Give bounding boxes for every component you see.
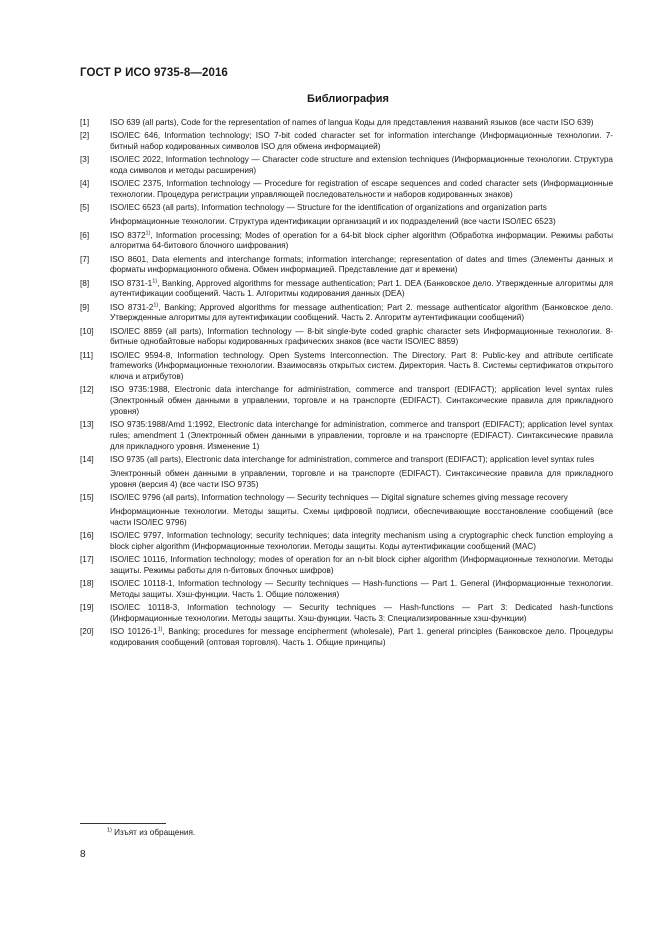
bibliography-entry <box>80 203 613 228</box>
entry-body <box>110 231 613 252</box>
entry-text: ISO/IEC 2375, Information technology — Procedure for registration of escape sequences and coded character sets (Информационные технологии. Процедура регистрации управляющей последовательности и наборов кодированных знаков) <box>110 179 613 199</box>
bibliography-entry <box>80 603 613 624</box>
entry-number: [20] <box>80 626 94 636</box>
entry-number: [5] <box>80 203 90 213</box>
bibliography-entry <box>80 627 613 648</box>
entry-body <box>110 627 613 648</box>
section-title: Библиография <box>307 93 389 105</box>
entry-number: [16] <box>80 530 94 540</box>
entry-paragraph <box>110 507 613 528</box>
entry-number: [6] <box>80 230 90 240</box>
entry-paragraph <box>110 179 613 200</box>
entry-number: [17] <box>80 554 94 564</box>
entry-text: ISO 8372 <box>110 230 146 240</box>
entry-paragraph <box>110 131 613 152</box>
entry-number: [4] <box>80 179 90 189</box>
bibliography-entry <box>80 303 613 324</box>
entry-body <box>110 420 613 452</box>
bibliography-entry <box>80 179 613 200</box>
bibliography-entry <box>80 455 613 491</box>
entry-body <box>110 603 613 624</box>
bibliography-entry <box>80 231 613 252</box>
entry-number: [15] <box>80 492 94 502</box>
entry-text: , Information processing; Modes of operation for a 64-bit block cipher algorithm (Обработка информации. Режимы работы алгоритма 64-битового блочного шифрования) <box>110 230 614 251</box>
footnote-reference: 1) <box>145 229 151 236</box>
entry-paragraph <box>110 279 613 300</box>
entry-text: ISO/IEC 646, Information technology; ISO 7-bit coded character set for information interchange (Информационные технологии. 7-битный набор кодированных символов ISO для обмена информацией) <box>110 131 613 151</box>
footnote <box>107 828 195 837</box>
bibliography-entry <box>80 579 613 600</box>
entry-text: Информационные технологии. Методы защиты. Схемы цифровой подписи, обеспечивающие восстановление сообщений (все части ISO/IEC 9796) <box>110 506 613 527</box>
entry-paragraph <box>110 420 613 452</box>
page-header: ГОСТ Р ИСО 9735-8—2016 <box>80 67 228 79</box>
bibliography-entry <box>80 493 613 529</box>
bibliography-entry <box>80 118 613 129</box>
entry-number: [12] <box>80 385 94 395</box>
entry-number: [11] <box>80 350 94 360</box>
entry-paragraph <box>110 351 613 383</box>
entry-text: ISO 9735:1988/Amd 1:1992, Electronic data interchange for administration, commerce and transport (EDIFACT); application level syntax rules; amendment 1 (Электронный обмен данными в управлении, торговле и на транспорте (EDIFACT). Синтаксические правила для прикладного уровня. Изменение 1) <box>110 420 613 451</box>
entry-body <box>110 203 613 228</box>
entry-text: ISO/IEC 9594-8, Information technology. Open Systems Interconnection. The Directory. Part 8: Public-key and attribute certificate frameworks (Информационные технологии. Взаимосвязь открытых систем. Директория. Часть 8. Системы сертификатов открытого ключа и атрибутов) <box>110 350 613 382</box>
entry-paragraph <box>110 203 613 214</box>
entry-number: [8] <box>80 278 90 288</box>
entry-number: [10] <box>80 326 94 336</box>
entry-text: , Banking; Approved algorithms for message authentication; Part 2. message authenticator algorithm (Банковское дело. Утвержденные алгоритмы для аутентификации сообщений. Часть 2. Алгоритм аутентификации сообщений) <box>110 302 613 323</box>
entry-paragraph <box>110 493 613 504</box>
footnote-text: Изъят из обращения. <box>111 828 196 837</box>
entry-text: ISO/IEC 10118-1, Information technology — Security techniques — Hash-functions — Part 1. General (Информационные технологии. Методы защиты. Хэш-функции. Часть 1. Общие положения) <box>110 578 613 599</box>
entry-text: ISO/IEC 10116, Information technology; modes of operation for an n-bit block cipher algorithm (Информационные технологии. Методы защиты. Режимы работы для n-битовых блочных шифров) <box>110 554 613 575</box>
entry-body <box>110 385 613 417</box>
entry-body <box>110 327 613 348</box>
entry-body <box>110 279 613 300</box>
entry-body <box>110 155 613 176</box>
footnote-mark: 1) <box>107 827 112 834</box>
entry-body <box>110 555 613 576</box>
entry-text: Электронный обмен данными в управлении, торговле и на транспорте (EDIFACT). Синтаксические правила для прикладного уровня (версия 4) (все части ISO 9735) <box>110 468 613 489</box>
entry-number: [2] <box>80 131 90 141</box>
bibliography-entry <box>80 385 613 417</box>
entry-number: [3] <box>80 155 90 165</box>
entry-text: ISO 10126-1 <box>110 626 158 636</box>
entry-paragraph <box>110 327 613 348</box>
entry-paragraph <box>110 231 613 252</box>
entry-number: [13] <box>80 420 94 430</box>
bibliography-entry <box>80 327 613 348</box>
bibliography-entry <box>80 255 613 276</box>
entry-text: ISO/IEC 10118-3, Information technology — Security techniques — Hash-functions — Part 3: Dedicated hash-functions (Информационные технологии. Методы защиты. Хэш-функции. Часть 3: Специализированные хэш-функции) <box>110 602 613 623</box>
entry-paragraph <box>110 217 613 228</box>
entry-text: ISO 8731-1 <box>110 278 153 288</box>
entry-text: ISO 639 (all parts), Code for the representation of names of langua Коды для представления названий языков (все части ISO 639) <box>110 118 594 127</box>
entry-text: ISO 9735:1988, Electronic data interchange for administration, commerce and transport (EDIFACT); application level syntax rules (Электронный обмен данными в управлении, торговле и на транспорте (EDIFACT). Синтаксические правила для прикладного уровня) <box>110 385 613 416</box>
entry-text: , Banking, Approved algorithms for message authentication; Part 1. DEA (Банковское дело. Утвержденные алгоритмы для аутентификации сообщений. Часть 1. Алгоритмы кодирования данных (DEA) <box>110 278 613 299</box>
entry-body <box>110 579 613 600</box>
bibliography-entry <box>80 531 613 552</box>
entry-paragraph <box>110 118 613 129</box>
entry-body <box>110 493 613 529</box>
entry-text: ISO 8601, Data elements and interchange formats; information interchange; representation of dates and times (Элементы данных и форматы информационного обмена. Обмен информацией. Представление дат и времени) <box>110 254 613 275</box>
bibliography-entry <box>80 279 613 300</box>
entry-paragraph <box>110 155 613 176</box>
entry-body <box>110 118 613 129</box>
entry-body <box>110 531 613 552</box>
page-number: 8 <box>80 849 86 860</box>
entry-paragraph <box>110 555 613 576</box>
entry-text: ISO/IEC 9797, Information technology; security techniques; data integrity mechanism using a cryptographic check function employing a block cipher algorithm (Информационные технологии. Методы защиты. Коды аутентификации сообщений (MAC) <box>110 530 613 551</box>
entry-number: [18] <box>80 578 94 588</box>
bibliography-entry <box>80 131 613 152</box>
entry-body <box>110 131 613 152</box>
entry-paragraph <box>110 469 613 490</box>
entry-text: Информационные технологии. Структура идентификации организаций и их подразделений (все части ISO/IEC 6523) <box>110 217 556 227</box>
footnote-reference: 1) <box>152 277 158 284</box>
entry-text: ISO 9735 (all parts), Electronic data interchange for administration, commerce and transport (EDIFACT); application level syntax rules <box>110 454 595 464</box>
entry-number: [19] <box>80 602 94 612</box>
entry-body <box>110 255 613 276</box>
entry-text: ISO/IEC 9796 (all parts), Information technology — Security techniques — Digital signature schemes giving message recovery <box>110 492 568 502</box>
entry-text: , Banking; procedures for message encipherment (wholesale), Part 1. general principles (Банковское дело. Процедуры кодирования сообщений (оптовая торговля). Часть 1. Общие принципы) <box>110 626 613 647</box>
entry-paragraph <box>110 385 613 417</box>
entry-body <box>110 179 613 200</box>
entry-text: ISO/IEC 8859 (all parts), Information technology — 8-bit single-byte coded graphic character sets Информационные технологии. 8-битные однобайтовые наборы кодированных графических знаков (все части ISO/IEC 8859) <box>110 326 613 347</box>
bibliography-entry <box>80 555 613 576</box>
entry-text: ISO 8731-2 <box>110 302 154 312</box>
bibliography-entry <box>80 351 613 383</box>
bibliography-list <box>80 118 613 651</box>
entry-number: [9] <box>80 302 90 312</box>
entry-paragraph <box>110 603 613 624</box>
bibliography-entry <box>80 155 613 176</box>
footnote-reference: 1) <box>157 626 163 633</box>
entry-paragraph <box>110 627 613 648</box>
entry-paragraph <box>110 579 613 600</box>
entry-paragraph <box>110 303 613 324</box>
entry-number: [7] <box>80 254 90 264</box>
entry-text: ISO/IEC 2022, Information technology — Character code structure and extension techniques (Информационные технологии. Структура кода символов и методы расширения) <box>110 155 613 175</box>
footnote-reference: 1) <box>153 301 159 308</box>
entry-paragraph <box>110 531 613 552</box>
entry-body <box>110 455 613 491</box>
entry-text: ISO/IEC 6523 (all parts), Information technology — Structure for the identification of organizations and organization parts <box>110 203 547 213</box>
entry-body <box>110 303 613 324</box>
bibliography-entry <box>80 420 613 452</box>
entry-paragraph <box>110 455 613 466</box>
footnote-divider <box>80 823 166 824</box>
entry-paragraph <box>110 255 613 276</box>
entry-number: [14] <box>80 454 94 464</box>
entry-body <box>110 351 613 383</box>
entry-number: [1] <box>80 118 90 127</box>
